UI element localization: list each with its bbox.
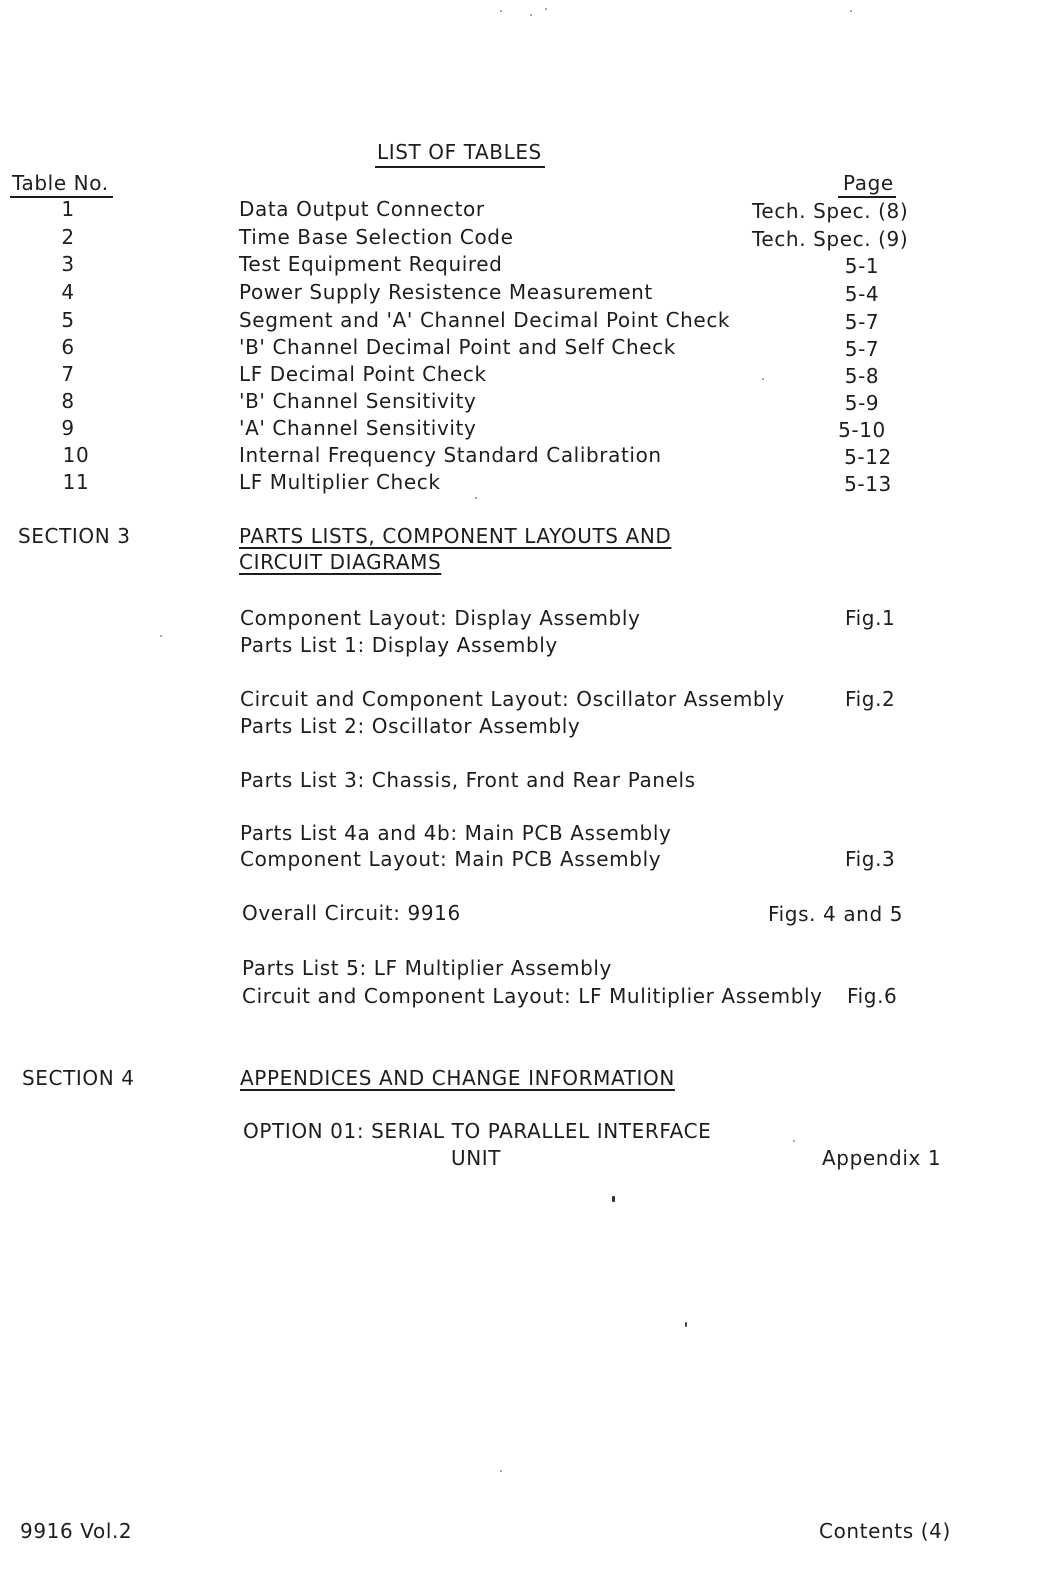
table-page: 5-1 <box>844 254 880 278</box>
table-title: Segment and 'A' Channel Decimal Point Check <box>239 308 731 332</box>
table-number: 2 <box>61 225 75 249</box>
table-title: 'B' Channel Decimal Point and Self Check <box>239 335 676 359</box>
table-title: 'A' Channel Sensitivity <box>239 416 477 440</box>
list-item: Parts List 5: LF Multiplier Assembly <box>242 956 612 980</box>
table-page: 5-8 <box>844 364 880 388</box>
section-3-label: SECTION 3 <box>18 524 131 548</box>
table-number: 8 <box>61 389 75 413</box>
table-title: LF Multiplier Check <box>239 470 441 494</box>
table-number: 4 <box>61 280 75 304</box>
table-page: 5-12 <box>844 445 892 469</box>
list-item: Parts List 3: Chassis, Front and Rear Panels <box>240 768 696 792</box>
table-no-header: Table No. <box>12 171 109 195</box>
table-title: Test Equipment Required <box>239 252 503 276</box>
table-title: Data Output Connector <box>239 197 485 221</box>
table-number: 5 <box>61 308 75 332</box>
table-page: 5-13 <box>844 472 892 496</box>
list-item: Overall Circuit: 9916 <box>242 901 461 925</box>
table-number: 11 <box>62 470 90 494</box>
figure-reference: Fig.1 <box>845 606 896 630</box>
table-number: 9 <box>61 416 75 440</box>
option-title: OPTION 01: SERIAL TO PARALLEL INTERFACE <box>243 1119 712 1143</box>
title-underline <box>375 166 545 168</box>
table-number: 10 <box>62 443 90 467</box>
table-title: Time Base Selection Code <box>239 225 514 249</box>
option-title-cont: UNIT <box>451 1146 502 1170</box>
list-item: Parts List 4a and 4b: Main PCB Assembly <box>240 821 672 845</box>
table-page: 5-7 <box>844 337 880 361</box>
table-page: 5-9 <box>844 391 880 415</box>
table-number: 6 <box>61 335 75 359</box>
figure-reference: Figs. 4 and 5 <box>768 902 904 926</box>
footer-document-id: 9916 Vol.2 <box>20 1519 133 1543</box>
section-4-label: SECTION 4 <box>22 1066 135 1090</box>
table-number: 1 <box>61 197 75 221</box>
list-item: Circuit and Component Layout: LF Mulitiplier Assembly <box>242 984 823 1008</box>
table-title: LF Decimal Point Check <box>239 362 487 386</box>
list-item: Component Layout: Main PCB Assembly <box>240 847 662 871</box>
footer-page-number: Contents (4) <box>819 1519 951 1543</box>
table-page: 5-10 <box>838 418 886 442</box>
table-page: 5-7 <box>844 310 880 334</box>
table-number: 3 <box>61 252 75 276</box>
table-title: Internal Frequency Standard Calibration <box>239 443 662 467</box>
table-page: 5-4 <box>844 282 880 306</box>
section-4-heading: APPENDICES AND CHANGE INFORMATION <box>240 1066 675 1090</box>
table-page: Tech. Spec. (8) <box>752 199 909 223</box>
page-title: LIST OF TABLES <box>377 140 542 164</box>
table-page: Tech. Spec. (9) <box>752 227 909 251</box>
section-3-heading-cont: CIRCUIT DIAGRAMS <box>239 550 442 574</box>
figure-reference: Fig.3 <box>845 847 896 871</box>
list-item: Component Layout: Display Assembly <box>240 606 641 630</box>
list-item: Parts List 1: Display Assembly <box>240 633 558 657</box>
figure-reference: Fig.2 <box>845 687 896 711</box>
figure-reference: Fig.6 <box>847 984 898 1008</box>
section-3-heading: PARTS LISTS, COMPONENT LAYOUTS AND <box>239 524 672 548</box>
table-number: 7 <box>61 362 75 386</box>
table-title: Power Supply Resistence Measurement <box>239 280 653 304</box>
list-item: Parts List 2: Oscillator Assembly <box>240 714 581 738</box>
page-header-underline <box>838 196 896 198</box>
appendix-reference: Appendix 1 <box>822 1146 942 1170</box>
list-item: Circuit and Component Layout: Oscillator Assembly <box>240 687 785 711</box>
table-title: 'B' Channel Sensitivity <box>239 389 477 413</box>
page-header: Page <box>843 171 894 195</box>
